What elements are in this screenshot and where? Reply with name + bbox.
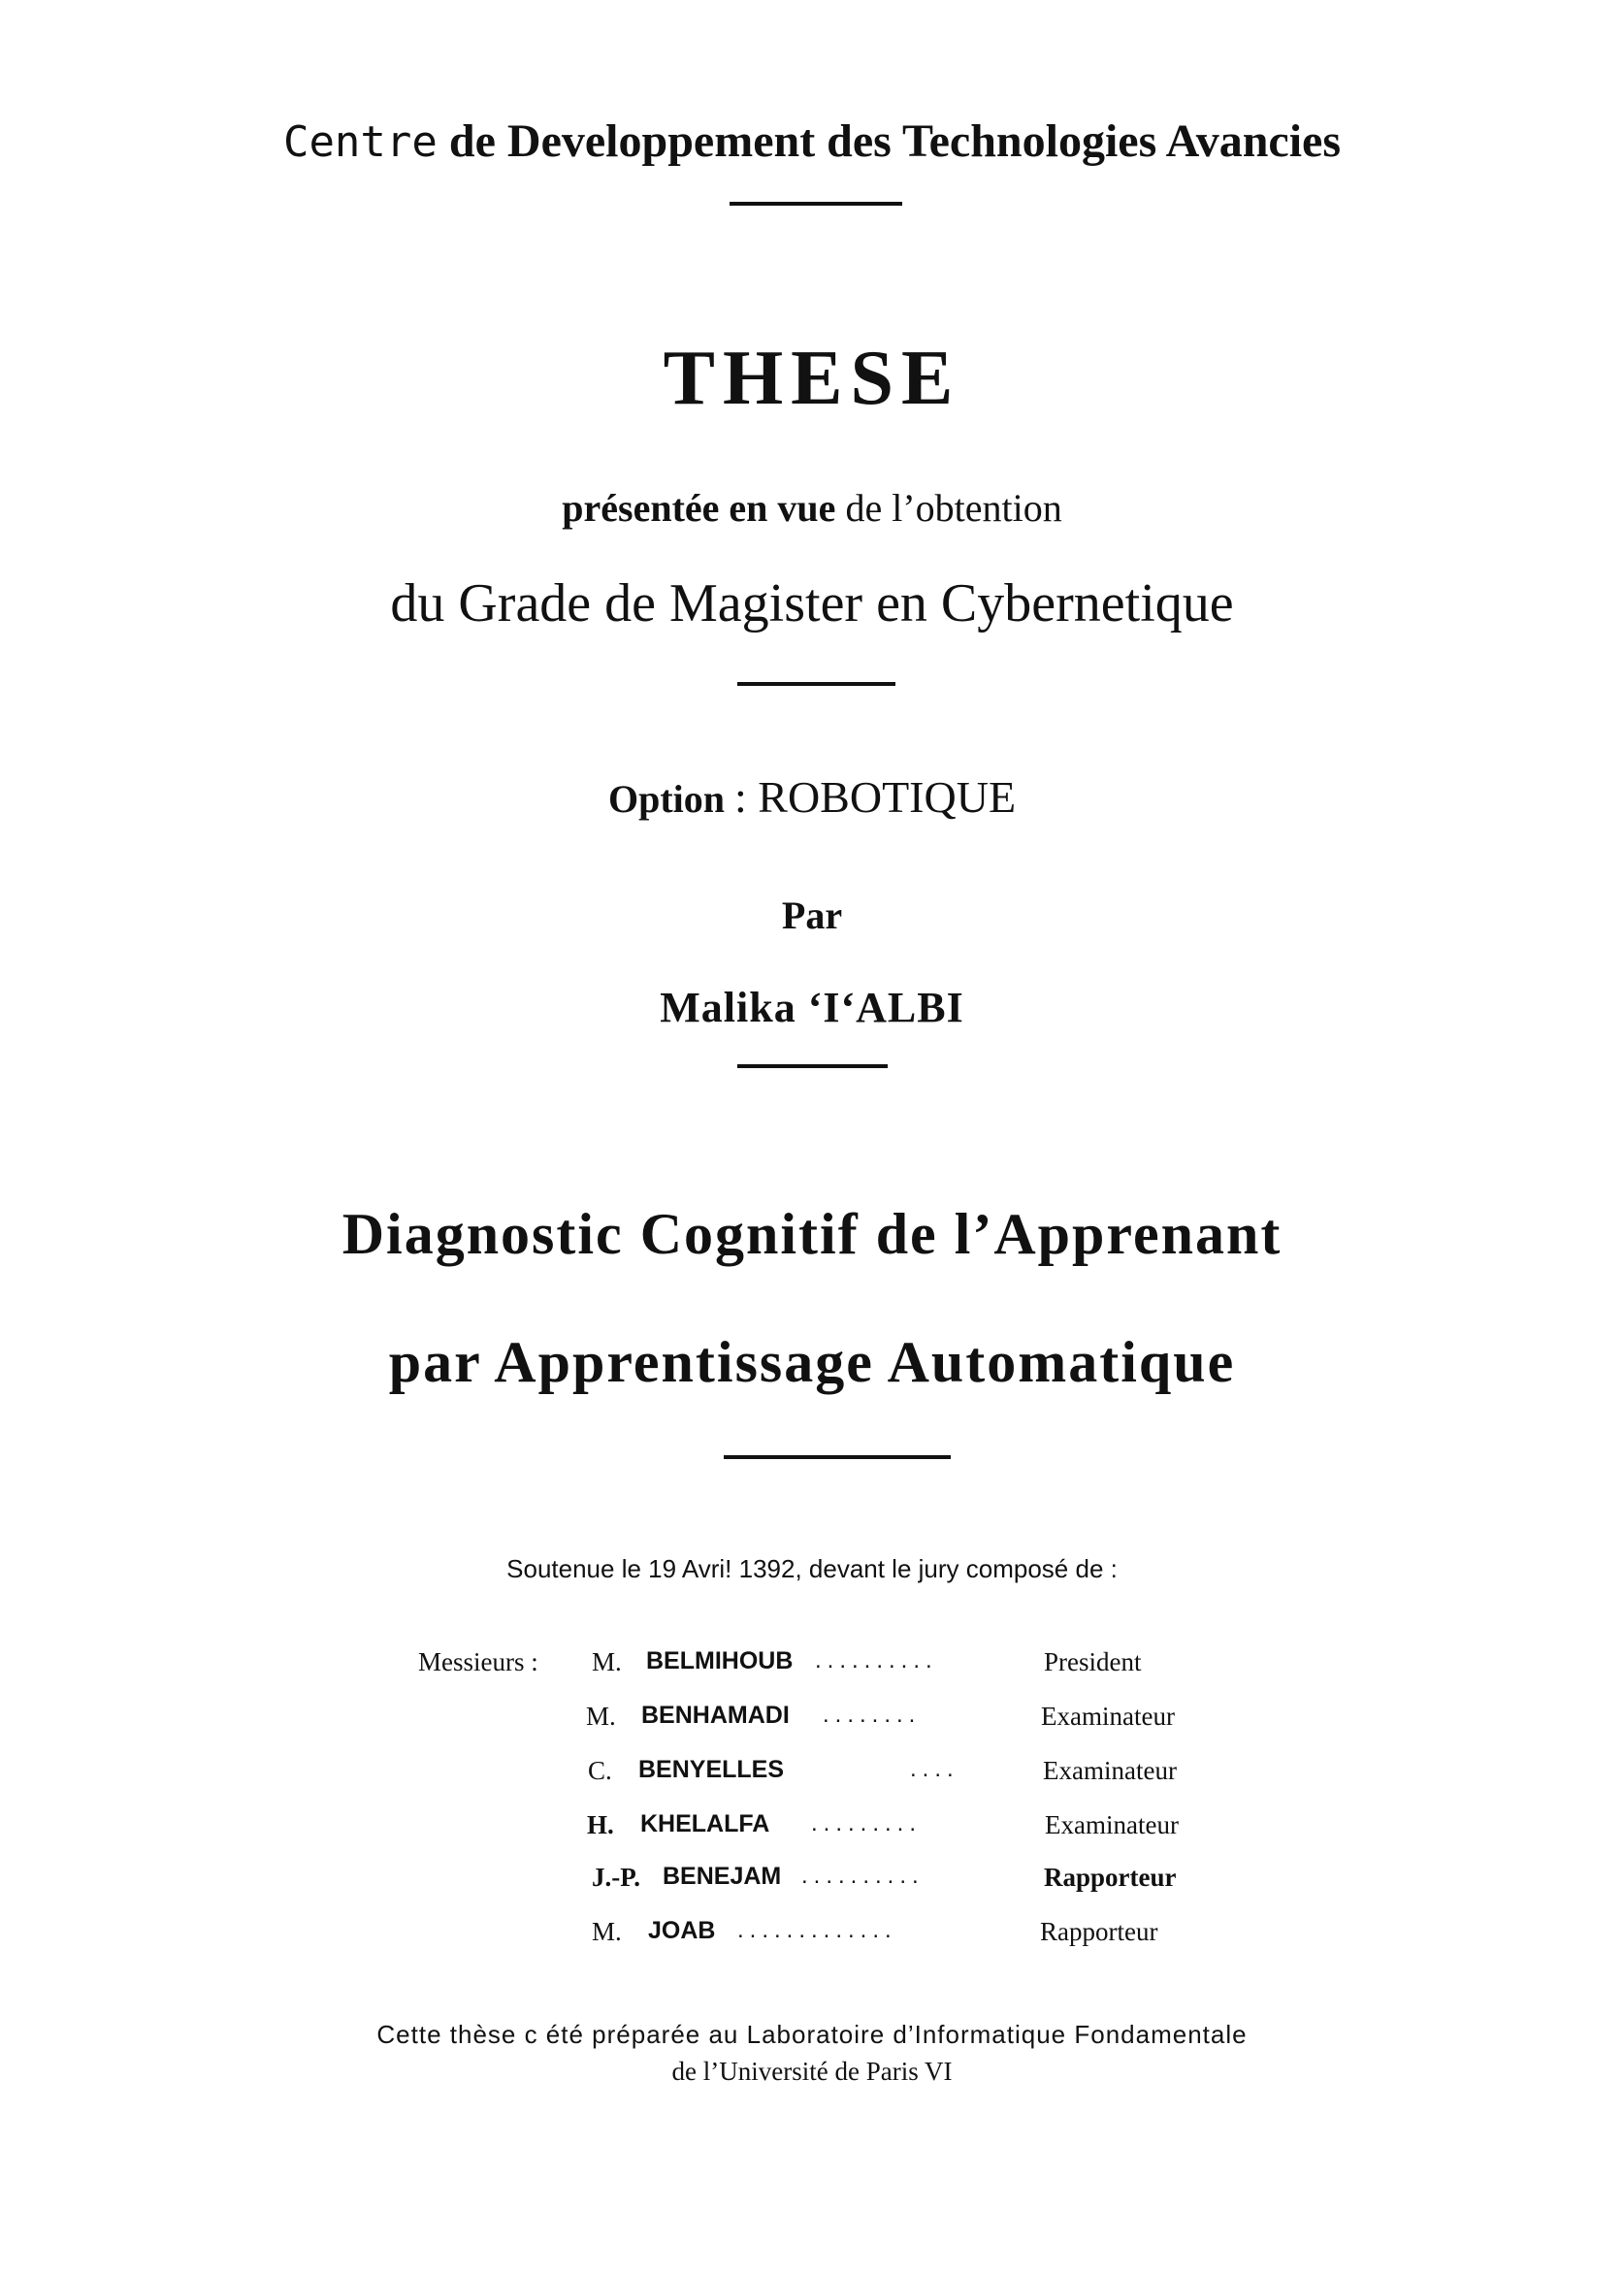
jury-initial: M.: [592, 1917, 622, 1946]
jury-role: Rapporteur: [1040, 1917, 1158, 1946]
leader-dots: ..........: [801, 1863, 925, 1889]
jury-row: [0, 1702, 1624, 1740]
jury-name: BENHAMADI: [641, 1702, 790, 1729]
divider-rule: [730, 202, 902, 206]
jury-role: Examinateur: [1043, 1756, 1177, 1785]
jury-role: President: [1044, 1647, 1142, 1676]
jury-role: Rapporteur: [1044, 1863, 1177, 1892]
degree-line: du Grade de Magister en Cybernetique: [390, 573, 1234, 633]
option-label: Option: [607, 777, 725, 821]
jury-name: BENYELLES: [638, 1756, 785, 1783]
option-value: : ROBOTIQUE: [734, 772, 1017, 822]
jury-row: [0, 1756, 1624, 1795]
author-name: Malika ‘I‘ALBI: [660, 984, 964, 1031]
divider-rule: [724, 1455, 951, 1459]
leader-dots: ....: [910, 1756, 959, 1782]
leader-dots: ..........: [815, 1647, 938, 1673]
jury-name: JOAB: [648, 1917, 716, 1944]
jury-initial: H.: [587, 1810, 614, 1839]
jury-row: [0, 1863, 1624, 1901]
presented-line-bold: présentée en vue: [562, 486, 836, 530]
jury-initial: M.: [586, 1702, 616, 1731]
leader-dots: ........: [823, 1702, 922, 1728]
document-type-heading: THESE: [663, 336, 961, 421]
presented-line: [0, 485, 1624, 531]
thesis-title-line-2: par Apprentissage Automatique: [388, 1330, 1236, 1394]
thesis-title-line-1: Diagnostic Cognitif de l’Apprenant: [341, 1202, 1283, 1266]
defense-statement: Soutenue le 19 Avri! 1392, devant le jury composé de :: [506, 1554, 1118, 1583]
presented-line-rest: de l’obtention: [845, 486, 1062, 530]
leader-dots: .........: [811, 1810, 923, 1836]
leader-dots: .............: [737, 1917, 897, 1943]
jury-prefix: Messieurs :: [418, 1647, 538, 1676]
jury-name: BENEJAM: [663, 1863, 782, 1890]
jury-role: Examinateur: [1041, 1702, 1175, 1731]
jury-role: Examinateur: [1045, 1810, 1179, 1839]
laboratory-line-2: de l’Université de Paris VI: [671, 2057, 953, 2086]
jury-initial: J.-P.: [592, 1863, 641, 1892]
jury-name: BELMIHOUB: [646, 1647, 794, 1674]
jury-name: KHELALFA: [640, 1810, 770, 1837]
institution-name: [0, 114, 1624, 168]
institution-name-rest: de Developpement des Technologies Avancies: [448, 115, 1342, 167]
jury-initial: M.: [592, 1647, 622, 1676]
by-label: Par: [781, 893, 843, 937]
jury-row: [0, 1647, 1624, 1686]
divider-rule: [737, 682, 895, 686]
jury-row: [0, 1917, 1624, 1956]
jury-initial: C.: [588, 1756, 612, 1785]
institution-lead-word: Centre: [282, 117, 438, 167]
divider-rule: [737, 1064, 888, 1068]
laboratory-line-1: Cette thèse c été préparée au Laboratoire d’Informatique Fondamentale: [376, 2020, 1248, 2049]
option-line: [0, 771, 1624, 823]
jury-row: [0, 1810, 1624, 1849]
